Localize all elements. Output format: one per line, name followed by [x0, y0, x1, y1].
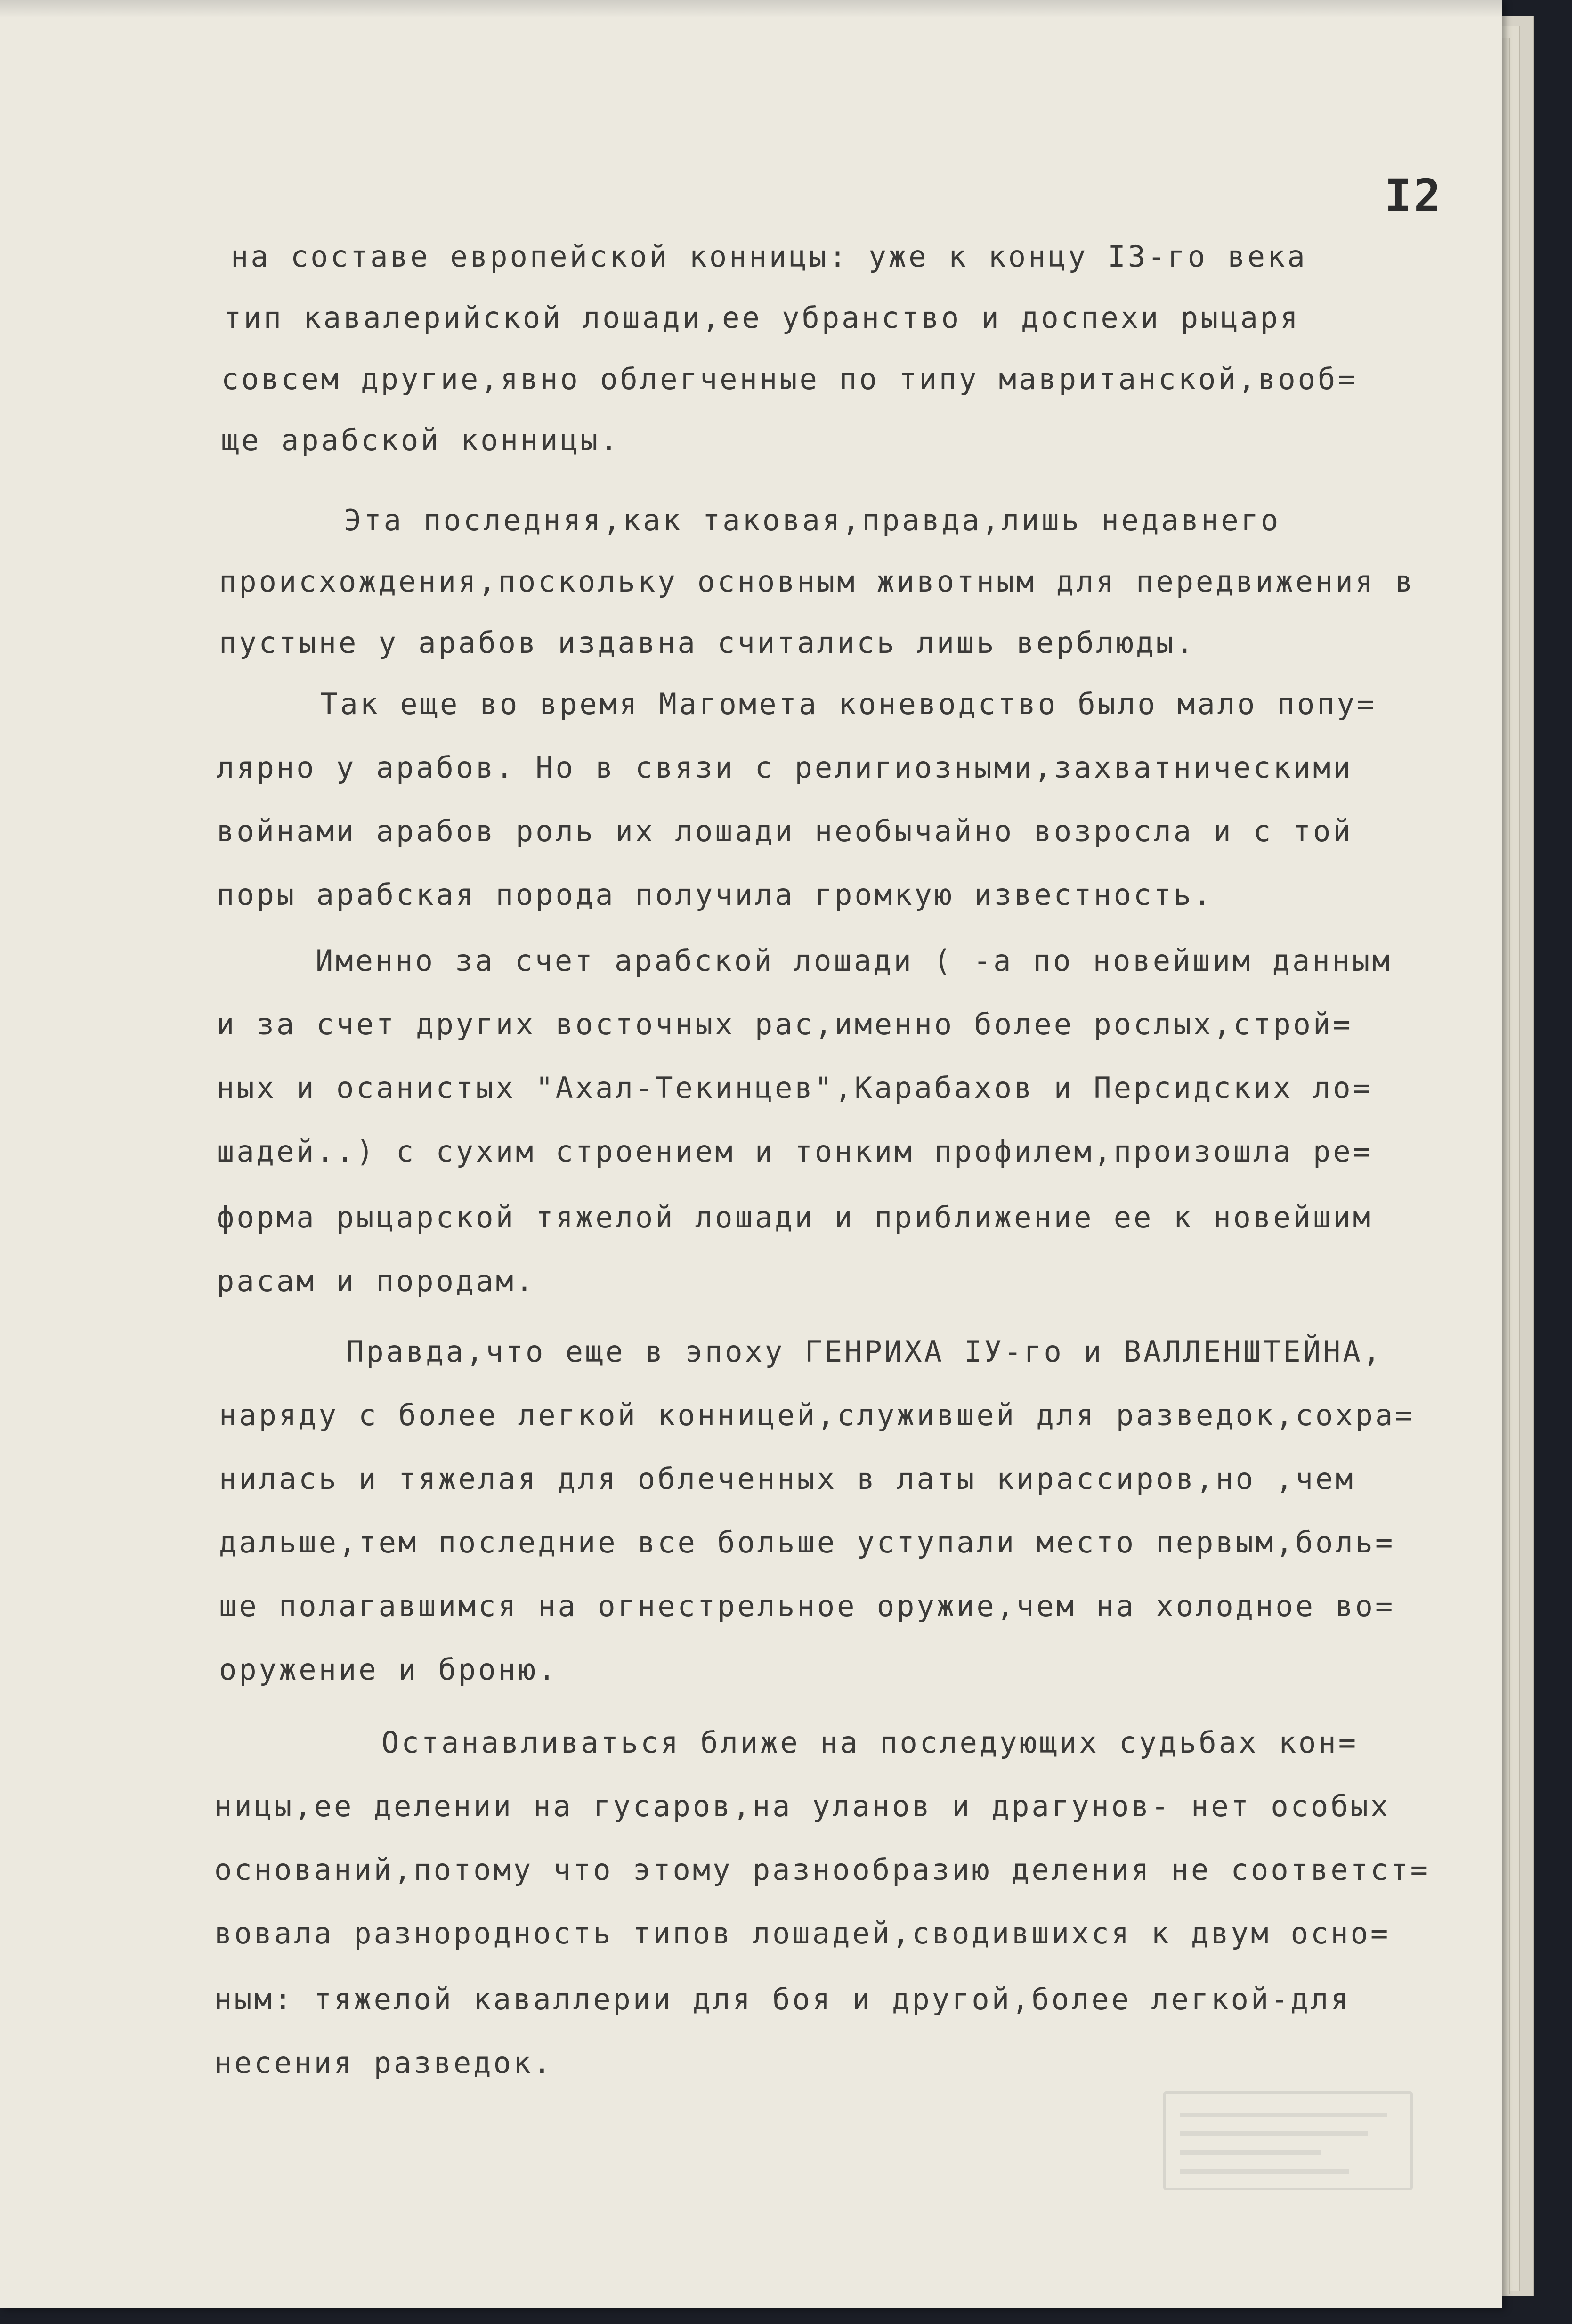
- text-line: ще арабской конницы.: [221, 423, 620, 457]
- text-line: вовала разнородность типов лошадей,сводившихся к двум осно=: [214, 1916, 1391, 1950]
- text-line: шадей..) с сухим строением и тонким профилем,произошла ре=: [217, 1134, 1373, 1169]
- text-line: Именно за счет арабской лошади ( -а по новейшим данным: [316, 943, 1392, 978]
- text-line: оснований,потому что этому разнообразию деления не соответст=: [214, 1853, 1430, 1887]
- text-line: совсем другие,явно облегченные по типу мавританской,вооб=: [221, 362, 1358, 396]
- text-line: ницы,ее делении на гусаров,на уланов и драгунов- нет особых: [214, 1789, 1391, 1823]
- text-line: тип кавалерийской лошади,ее убранство и доспехи рыцаря: [224, 301, 1300, 335]
- text-line: дальше,тем последние все больше уступали место первым,боль=: [219, 1525, 1395, 1560]
- text-line: поры арабская порода получила громкую известность.: [217, 878, 1214, 912]
- text-line: и за счет других восточных рас,именно более рослых,строй=: [217, 1007, 1353, 1041]
- text-line: лярно у арабов. Но в связи с религиозными,захватническими: [217, 750, 1353, 785]
- text-line: оружение и броню.: [219, 1652, 558, 1687]
- text-line: Останавливаться ближе на последующих судьбах кон=: [381, 1725, 1359, 1760]
- text-line: происхождения,поскольку основным животным для передвижения в: [219, 564, 1415, 599]
- faded-archive-stamp: [1163, 2091, 1413, 2190]
- text-line: ше полагавшимся на огнестрельное оружие,чем на холодное во=: [219, 1589, 1395, 1623]
- text-line: Правда,что еще в эпоху ГЕНРИХА IУ-го и ВАЛЛЕНШТЕЙНА,: [346, 1334, 1383, 1369]
- text-line: расам и породам.: [217, 1264, 536, 1298]
- text-line: нилась и тяжелая для облеченных в латы кирассиров,но ,чем: [219, 1462, 1355, 1496]
- text-line: на составе европейской конницы: уже к концу I3-го века: [231, 239, 1307, 274]
- text-line: Эта последняя,как таковая,правда,лишь недавнего: [344, 503, 1281, 537]
- text-line: пустыне у арабов издавна считались лишь верблюды.: [219, 626, 1196, 660]
- text-line: несения разведок.: [214, 2046, 553, 2080]
- text-line: наряду с более легкой конницей,служившей для разведок,сохра=: [219, 1398, 1415, 1432]
- text-line: войнами арабов роль их лошади необычайно возросла и с той: [217, 814, 1353, 848]
- text-line: форма рыцарской тяжелой лошади и приближение ее к новейшим: [217, 1200, 1373, 1235]
- text-line: ным: тяжелой каваллерии для боя и другой,более легкой-для: [214, 1982, 1351, 2016]
- text-line: ных и осанистых "Ахал-Текинцев",Карабахов и Персидских ло=: [217, 1071, 1373, 1105]
- page-number: I2: [1385, 170, 1443, 222]
- text-line: Так еще во время Магомета коневодство было мало попу=: [320, 687, 1377, 721]
